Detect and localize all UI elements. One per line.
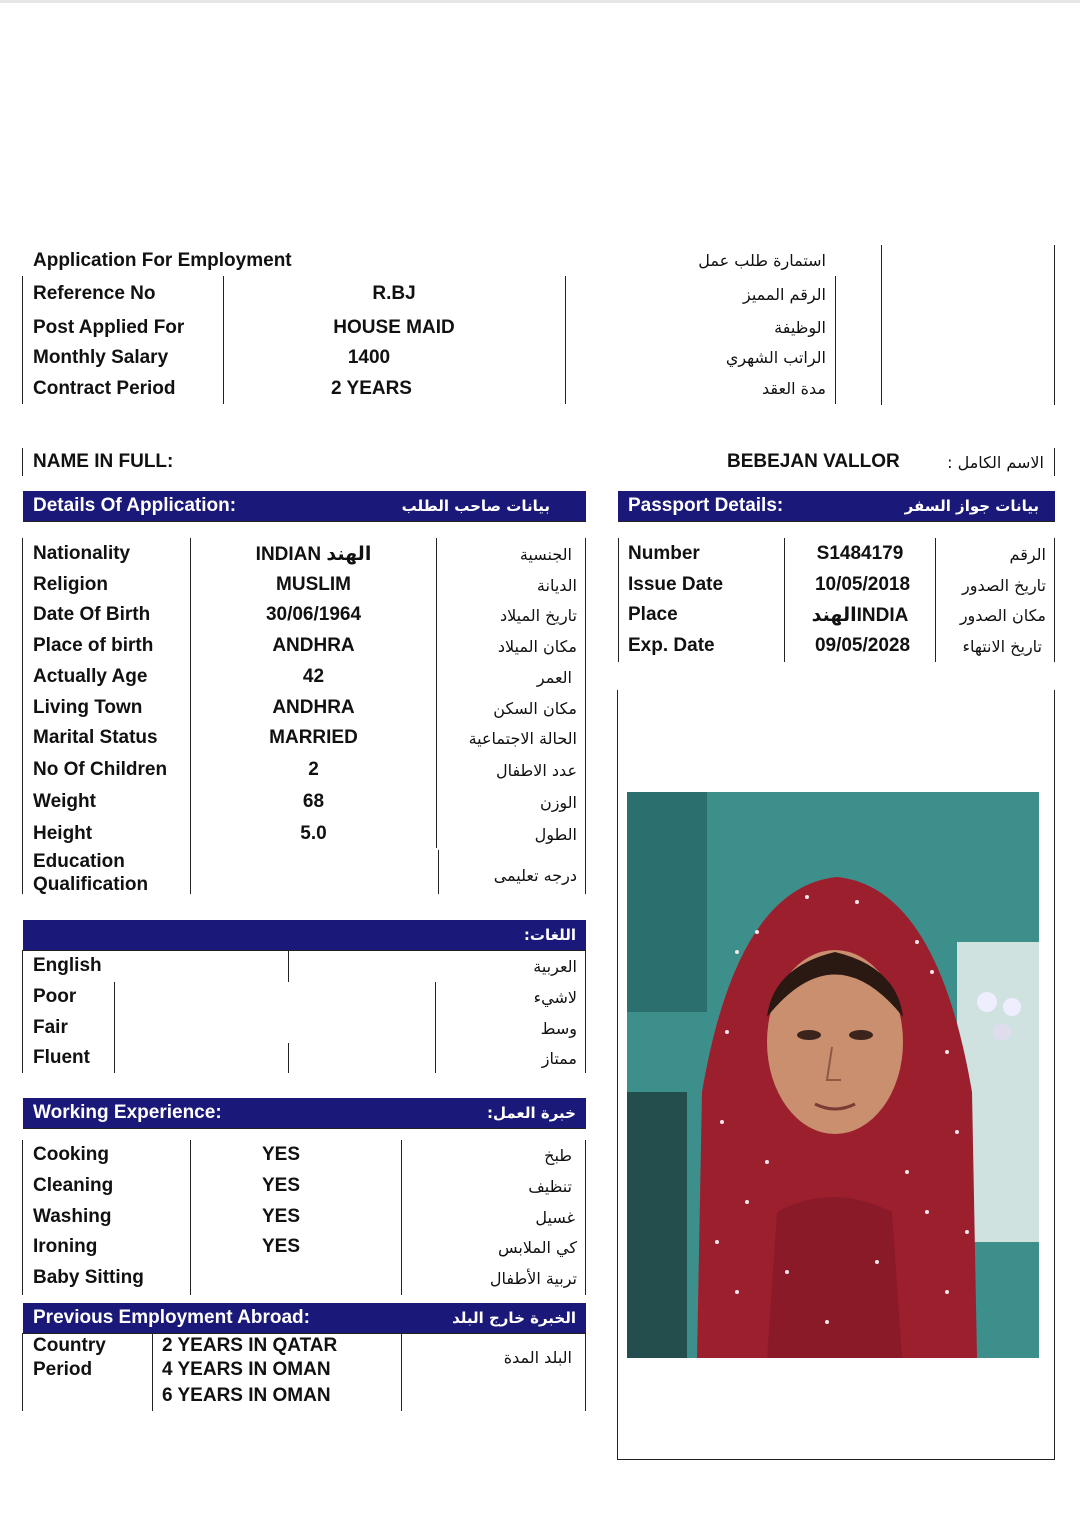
passport-right-border <box>1054 538 1055 662</box>
languages-divider-3 <box>435 982 436 1073</box>
passport-row-value: 10/05/2018 <box>814 574 911 595</box>
previous-divider-1 <box>152 1333 153 1411</box>
language-row-ar: وسط <box>540 1019 577 1038</box>
language-row-label: Fluent <box>33 1047 90 1068</box>
full-name-value: BEBEJAN VALLOR <box>727 451 900 472</box>
previous-country-label: Country <box>33 1335 106 1356</box>
passport-title-ar: بيانات جواز السفر <box>904 497 1039 515</box>
experience-row-value: YES <box>261 1175 301 1196</box>
passport-left-border <box>618 538 619 662</box>
details-row-label: Place of birth <box>33 635 154 656</box>
previous-entry: 2 YEARS IN QATAR <box>162 1335 338 1356</box>
details-title-ar: بيانات صاحب الطلب <box>401 497 550 515</box>
header-row-label: Reference No <box>33 283 156 304</box>
details-row-ar: تاريخ الميلاد <box>500 606 577 625</box>
details-divider-2 <box>436 538 437 848</box>
details-row-label: Actually Age <box>33 666 148 687</box>
experience-title-ar: خبرة العمل: <box>486 1104 576 1122</box>
experience-row-ar: تنظيف <box>528 1177 572 1196</box>
header-row-ar: الراتب الشهري <box>725 348 826 367</box>
title-ar: استمارة طلب عمل <box>698 251 826 270</box>
passport-title: Passport Details: <box>628 495 784 516</box>
languages-right-border <box>585 950 586 1073</box>
header-row-ar: الوظيفة <box>774 318 826 337</box>
header-divider-4 <box>881 245 882 405</box>
previous-left-border <box>22 1333 23 1411</box>
experience-right-border <box>585 1140 586 1295</box>
education-label-line2: Qualification <box>33 874 149 895</box>
languages-divider-1 <box>114 982 115 1073</box>
header-row-value: R.BJ <box>372 283 416 304</box>
details-row-ar: عدد الاطفال <box>495 761 577 780</box>
language-row-label: Poor <box>33 986 77 1007</box>
passport-row-ar: مكان الصدور <box>959 606 1046 625</box>
previous-title: Previous Employment Abroad: <box>33 1307 310 1328</box>
previous-entry: 4 YEARS IN OMAN <box>162 1359 331 1380</box>
experience-row-value: YES <box>261 1144 301 1165</box>
previous-bar <box>23 1303 586 1333</box>
name-ar: الاسم الكامل : <box>947 453 1044 472</box>
header-row-label: Post Applied For <box>33 317 185 338</box>
languages-divider-2 <box>288 1043 289 1073</box>
passport-row-value: S1484179 <box>816 543 904 564</box>
passport-row-value: الهندINDIA <box>811 605 909 626</box>
header-divider-3 <box>835 276 836 404</box>
details-row-value: 30/06/1964 <box>265 604 362 625</box>
name-label: NAME IN FULL: <box>33 451 174 472</box>
passport-row-label: Exp. Date <box>628 635 715 656</box>
experience-bar <box>23 1098 586 1128</box>
previous-divider-2 <box>401 1333 402 1411</box>
passport-row-label: Place <box>628 604 678 625</box>
languages-bar-underline <box>23 950 586 951</box>
header-row-value: HOUSE MAID <box>333 317 455 338</box>
previous-period-label: Period <box>33 1359 93 1380</box>
experience-title: Working Experience: <box>33 1102 222 1123</box>
details-row-value: 2 <box>308 759 319 780</box>
languages-left-border <box>22 950 23 1073</box>
experience-row-ar: تربية الأطفال <box>489 1269 577 1288</box>
header-row-label: Monthly Salary <box>33 347 169 368</box>
details-row-label: No Of Children <box>33 759 168 780</box>
previous-ar: البلد المدة <box>503 1348 572 1367</box>
header-row-value: 1400 <box>347 347 391 368</box>
details-row-label: Marital Status <box>33 727 158 748</box>
details-row-label: Height <box>33 823 93 844</box>
photo-frame-left <box>617 690 618 1460</box>
details-row-label: Date Of Birth <box>33 604 151 625</box>
details-right-border <box>585 538 586 894</box>
passport-row-ar: تاريخ الصدور <box>962 576 1046 595</box>
page-top-edge <box>0 0 1080 3</box>
experience-row-ar: غسيل <box>535 1208 575 1227</box>
experience-row-value: YES <box>261 1206 301 1227</box>
experience-row-label: Cooking <box>33 1144 109 1165</box>
previous-bar-underline <box>23 1333 586 1334</box>
education-label-line1: Education <box>33 851 125 872</box>
previous-title-ar: الخبرة خارج البلد <box>452 1309 576 1327</box>
details-row-value: 68 <box>302 791 325 812</box>
applicant-photo-illustration <box>627 792 1039 1358</box>
header-row-ar: مدة العقد <box>762 379 826 398</box>
experience-row-label: Ironing <box>33 1236 98 1257</box>
photo-frame-right <box>1054 690 1055 1460</box>
experience-row-ar: طبخ <box>544 1146 572 1165</box>
header-row-ar: الرقم المميز <box>742 285 826 304</box>
details-row-ar: الطول <box>534 825 577 844</box>
photo-frame-bottom <box>617 1459 1055 1460</box>
passport-bar <box>618 491 1055 521</box>
header-right-border <box>1054 245 1055 405</box>
education-ar: درجه تعليمى <box>493 866 577 885</box>
details-row-ar: مكان الميلاد <box>497 637 577 656</box>
details-row-ar: الديانة <box>536 576 577 595</box>
passport-row-value: 09/05/2028 <box>814 635 911 656</box>
details-title: Details Of Application: <box>33 495 237 516</box>
passport-bar-underline <box>618 521 1055 522</box>
details-row-value: INDIAN الهند <box>255 544 372 565</box>
header-divider-2 <box>565 276 566 404</box>
details-row-ar: الوزن <box>539 793 577 812</box>
details-row-value: MARRIED <box>269 727 358 748</box>
details-row-label: Weight <box>33 791 96 812</box>
header-left-border <box>22 276 23 404</box>
details-bar-underline <box>23 521 586 522</box>
details-row-label: Living Town <box>33 697 143 718</box>
experience-left-border <box>22 1140 23 1295</box>
title-en: Application For Employment <box>33 250 292 271</box>
language-row-ar: ممتاز <box>541 1049 577 1068</box>
language-row-ar: لاشيء <box>533 988 577 1007</box>
passport-row-label: Issue Date <box>628 574 724 595</box>
experience-row-label: Baby Sitting <box>33 1267 144 1288</box>
passport-row-ar: تاريخ الانتهاء <box>962 637 1042 656</box>
experience-row-label: Cleaning <box>33 1175 114 1196</box>
details-row-value: ANDHRA <box>272 635 355 656</box>
details-divider-2b <box>438 850 439 894</box>
header-row-value: 2 YEARS <box>331 378 412 399</box>
header-row-label: Contract Period <box>33 378 176 399</box>
name-right-border <box>1054 448 1055 476</box>
details-row-value: 42 <box>302 666 325 687</box>
previous-right-border <box>585 1333 586 1411</box>
language-row-label: Fair <box>33 1017 68 1038</box>
details-row-ar: الحالة الاجتماعية <box>468 729 577 748</box>
experience-row-value: YES <box>261 1236 301 1257</box>
details-row-label: Religion <box>33 574 108 595</box>
experience-row-ar: كي الملابس <box>497 1238 577 1257</box>
details-row-value: MUSLIM <box>276 574 351 595</box>
details-bar <box>23 491 586 521</box>
details-row-ar: مكان السكن <box>493 699 577 718</box>
applicant-photo <box>627 792 1039 1358</box>
passport-row-label: Number <box>628 543 700 564</box>
details-row-ar: العمر <box>536 668 572 687</box>
details-row-ar: الجنسية <box>519 545 572 564</box>
name-left-border <box>22 448 23 476</box>
details-row-label: Nationality <box>33 543 131 564</box>
language-row-label: English <box>33 955 102 976</box>
details-row-value: 5.0 <box>300 823 327 844</box>
experience-divider-2 <box>401 1140 402 1295</box>
languages-title-ar: اللغات: <box>523 926 576 944</box>
previous-entry: 6 YEARS IN OMAN <box>162 1385 331 1406</box>
experience-bar-underline <box>23 1128 586 1129</box>
languages-divider-top <box>288 950 289 982</box>
experience-row-label: Washing <box>33 1206 112 1227</box>
details-left-border <box>22 538 23 894</box>
language-row-ar: العربية <box>533 957 577 976</box>
passport-row-ar: الرقم <box>1009 545 1046 564</box>
details-row-value: ANDHRA <box>272 697 355 718</box>
languages-bar <box>23 920 586 950</box>
